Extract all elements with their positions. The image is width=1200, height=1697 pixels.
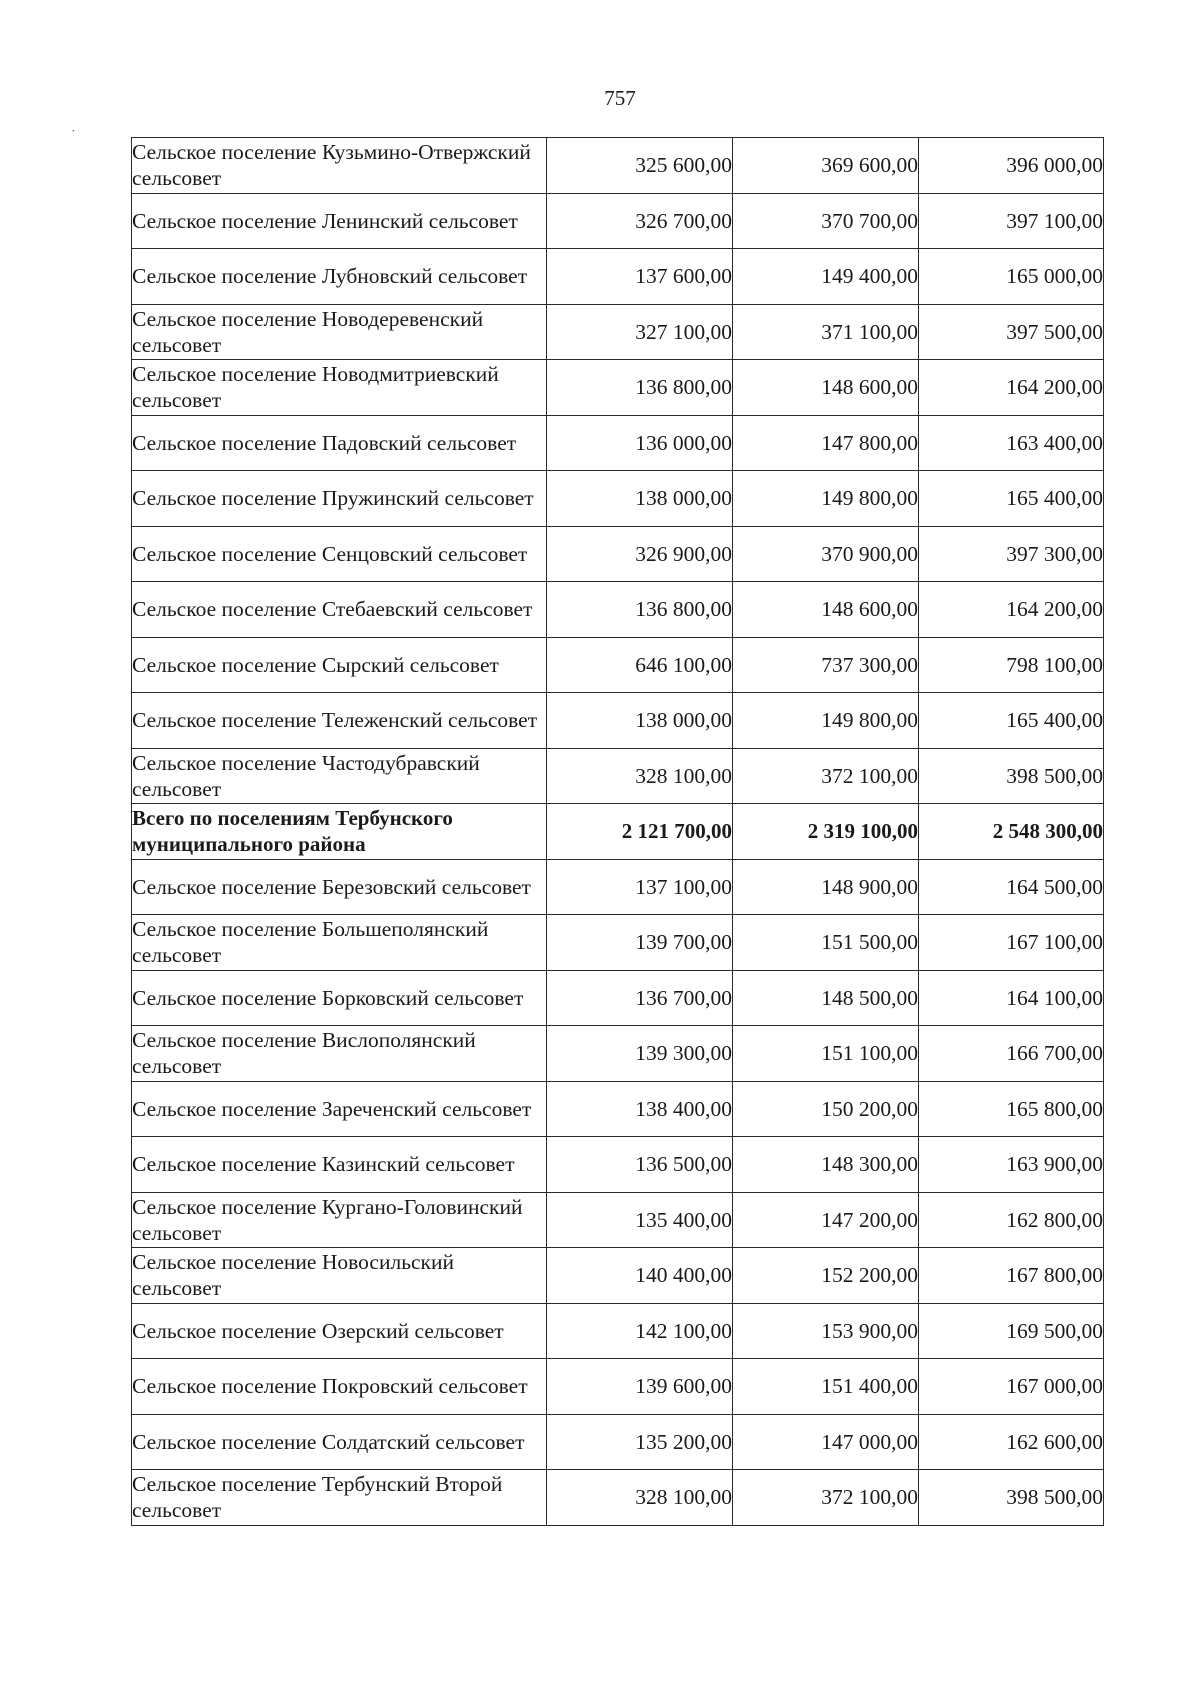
amount-year-2-cell: 151 100,00	[733, 1026, 919, 1082]
table-row	[132, 915, 1104, 971]
settlement-name-cell: Сельское поселение Новодеревенский сельсовет	[132, 304, 547, 360]
table-row	[132, 1359, 1104, 1415]
amount-year-2-cell: 148 600,00	[733, 582, 919, 638]
amount-year-2-cell: 148 300,00	[733, 1137, 919, 1193]
amount-year-1-cell: 142 100,00	[547, 1303, 733, 1359]
amount-year-2-cell: 151 400,00	[733, 1359, 919, 1415]
table-row	[132, 748, 1104, 804]
settlement-name-cell: Сельское поселение Пружинский сельсовет	[132, 471, 547, 527]
amount-year-3-cell: 398 500,00	[919, 748, 1104, 804]
table-body	[132, 138, 1104, 1526]
amount-year-3-cell: 165 400,00	[919, 693, 1104, 749]
amount-year-3-cell: 165 400,00	[919, 471, 1104, 527]
amount-year-1-cell: 139 300,00	[547, 1026, 733, 1082]
amount-year-3-cell: 398 500,00	[919, 1470, 1104, 1526]
total-row	[132, 804, 1104, 860]
table-row	[132, 1248, 1104, 1304]
amount-year-2-cell: 370 700,00	[733, 193, 919, 249]
settlement-name-cell: Сельское поселение Ленинский сельсовет	[132, 193, 547, 249]
table-row	[132, 693, 1104, 749]
amount-year-3-cell: 164 200,00	[919, 582, 1104, 638]
amount-year-1-cell: 137 600,00	[547, 249, 733, 305]
amount-year-2-cell: 369 600,00	[733, 138, 919, 194]
amount-year-2-cell: 148 900,00	[733, 859, 919, 915]
amount-year-2-cell: 148 600,00	[733, 360, 919, 416]
amount-year-2-cell: 372 100,00	[733, 748, 919, 804]
amount-year-1-cell: 136 500,00	[547, 1137, 733, 1193]
table-row	[132, 415, 1104, 471]
table-row	[132, 637, 1104, 693]
amount-year-1-cell: 328 100,00	[547, 748, 733, 804]
amount-year-1-cell: 326 700,00	[547, 193, 733, 249]
settlement-name-cell: Сельское поселение Березовский сельсовет	[132, 859, 547, 915]
amount-year-3-cell: 165 000,00	[919, 249, 1104, 305]
amount-year-2-cell: 149 800,00	[733, 471, 919, 527]
amount-year-3-cell: 167 800,00	[919, 1248, 1104, 1304]
amount-year-3-cell: 164 500,00	[919, 859, 1104, 915]
amount-year-3-cell: 164 100,00	[919, 970, 1104, 1026]
amount-year-2-cell: 151 500,00	[733, 915, 919, 971]
amount-year-1-cell: 2 121 700,00	[547, 804, 733, 860]
amount-year-3-cell: 162 600,00	[919, 1414, 1104, 1470]
settlement-name-cell: Сельское поселение Озерский сельсовет	[132, 1303, 547, 1359]
amount-year-1-cell: 138 400,00	[547, 1081, 733, 1137]
settlement-name-cell: Сельское поселение Лубновский сельсовет	[132, 249, 547, 305]
amount-year-1-cell: 135 400,00	[547, 1192, 733, 1248]
table-row	[132, 1026, 1104, 1082]
amount-year-3-cell: 165 800,00	[919, 1081, 1104, 1137]
settlement-name-cell: Сельское поселение Стебаевский сельсовет	[132, 582, 547, 638]
amount-year-2-cell: 147 800,00	[733, 415, 919, 471]
table-row	[132, 1137, 1104, 1193]
amount-year-2-cell: 150 200,00	[733, 1081, 919, 1137]
settlement-name-cell: Сельское поселение Кузьмино-Отвержский сельсовет	[132, 138, 547, 194]
page-number: 757	[604, 86, 636, 110]
amount-year-2-cell: 371 100,00	[733, 304, 919, 360]
settlement-name-cell: Сельское поселение Сенцовский сельсовет	[132, 526, 547, 582]
table-row	[132, 1414, 1104, 1470]
table-row	[132, 1081, 1104, 1137]
amount-year-3-cell: 798 100,00	[919, 637, 1104, 693]
amount-year-3-cell: 169 500,00	[919, 1303, 1104, 1359]
settlement-name-cell: Сельское поселение Новосильский сельсовет	[132, 1248, 547, 1304]
amount-year-2-cell: 2 319 100,00	[733, 804, 919, 860]
amount-year-2-cell: 149 400,00	[733, 249, 919, 305]
amount-year-3-cell: 397 300,00	[919, 526, 1104, 582]
amount-year-2-cell: 147 200,00	[733, 1192, 919, 1248]
amount-year-3-cell: 166 700,00	[919, 1026, 1104, 1082]
table-row	[132, 138, 1104, 194]
amount-year-1-cell: 326 900,00	[547, 526, 733, 582]
table-row	[132, 970, 1104, 1026]
table-row	[132, 304, 1104, 360]
amount-year-1-cell: 135 200,00	[547, 1414, 733, 1470]
amount-year-3-cell: 167 100,00	[919, 915, 1104, 971]
settlement-name-cell: Сельское поселение Тербунский Второй сельсовет	[132, 1470, 547, 1526]
settlement-name-cell: Сельское поселение Сырский сельсовет	[132, 637, 547, 693]
amount-year-1-cell: 139 700,00	[547, 915, 733, 971]
amount-year-3-cell: 163 900,00	[919, 1137, 1104, 1193]
amount-year-1-cell: 328 100,00	[547, 1470, 733, 1526]
amount-year-1-cell: 325 600,00	[547, 138, 733, 194]
settlement-name-cell: Сельское поселение Вислополянский сельсовет	[132, 1026, 547, 1082]
amount-year-1-cell: 136 800,00	[547, 582, 733, 638]
margin-mark: ˙	[71, 128, 76, 143]
settlement-name-cell: Сельское поселение Зареченский сельсовет	[132, 1081, 547, 1137]
amount-year-1-cell: 137 100,00	[547, 859, 733, 915]
amount-year-2-cell: 372 100,00	[733, 1470, 919, 1526]
amount-year-1-cell: 136 700,00	[547, 970, 733, 1026]
settlement-name-cell: Сельское поселение Покровский сельсовет	[132, 1359, 547, 1415]
table-row	[132, 360, 1104, 416]
settlement-name-cell: Сельское поселение Частодубравский сельсовет	[132, 748, 547, 804]
amount-year-3-cell: 397 100,00	[919, 193, 1104, 249]
amount-year-2-cell: 370 900,00	[733, 526, 919, 582]
amount-year-1-cell: 140 400,00	[547, 1248, 733, 1304]
amount-year-1-cell: 138 000,00	[547, 693, 733, 749]
amount-year-2-cell: 153 900,00	[733, 1303, 919, 1359]
amount-year-2-cell: 148 500,00	[733, 970, 919, 1026]
amount-year-2-cell: 152 200,00	[733, 1248, 919, 1304]
amount-year-2-cell: 149 800,00	[733, 693, 919, 749]
settlement-name-cell: Сельское поселение Падовский сельсовет	[132, 415, 547, 471]
amount-year-1-cell: 136 800,00	[547, 360, 733, 416]
amount-year-1-cell: 138 000,00	[547, 471, 733, 527]
amount-year-1-cell: 646 100,00	[547, 637, 733, 693]
table-row	[132, 1470, 1104, 1526]
amount-year-1-cell: 139 600,00	[547, 1359, 733, 1415]
amount-year-1-cell: 327 100,00	[547, 304, 733, 360]
amount-year-3-cell: 164 200,00	[919, 360, 1104, 416]
table-row	[132, 471, 1104, 527]
amount-year-3-cell: 163 400,00	[919, 415, 1104, 471]
settlement-name-cell: Всего по поселениям Тербунского муниципального района	[132, 804, 547, 860]
amount-year-3-cell: 396 000,00	[919, 138, 1104, 194]
settlement-name-cell: Сельское поселение Тележенский сельсовет	[132, 693, 547, 749]
settlement-name-cell: Сельское поселение Кургано-Головинский сельсовет	[132, 1192, 547, 1248]
settlement-name-cell: Сельское поселение Солдатский сельсовет	[132, 1414, 547, 1470]
amount-year-3-cell: 167 000,00	[919, 1359, 1104, 1415]
table-row	[132, 1303, 1104, 1359]
amount-year-1-cell: 136 000,00	[547, 415, 733, 471]
amount-year-3-cell: 397 500,00	[919, 304, 1104, 360]
amount-year-3-cell: 162 800,00	[919, 1192, 1104, 1248]
settlement-name-cell: Сельское поселение Большеполянский сельсовет	[132, 915, 547, 971]
amount-year-3-cell: 2 548 300,00	[919, 804, 1104, 860]
table-row	[132, 859, 1104, 915]
settlement-name-cell: Сельское поселение Новодмитриевский сельсовет	[132, 360, 547, 416]
settlement-budget-table	[131, 137, 1104, 1526]
table-row	[132, 249, 1104, 305]
settlement-name-cell: Сельское поселение Казинский сельсовет	[132, 1137, 547, 1193]
amount-year-2-cell: 147 000,00	[733, 1414, 919, 1470]
table-row	[132, 526, 1104, 582]
table-row	[132, 582, 1104, 638]
settlement-name-cell: Сельское поселение Борковский сельсовет	[132, 970, 547, 1026]
table-row	[132, 1192, 1104, 1248]
table-row	[132, 193, 1104, 249]
amount-year-2-cell: 737 300,00	[733, 637, 919, 693]
